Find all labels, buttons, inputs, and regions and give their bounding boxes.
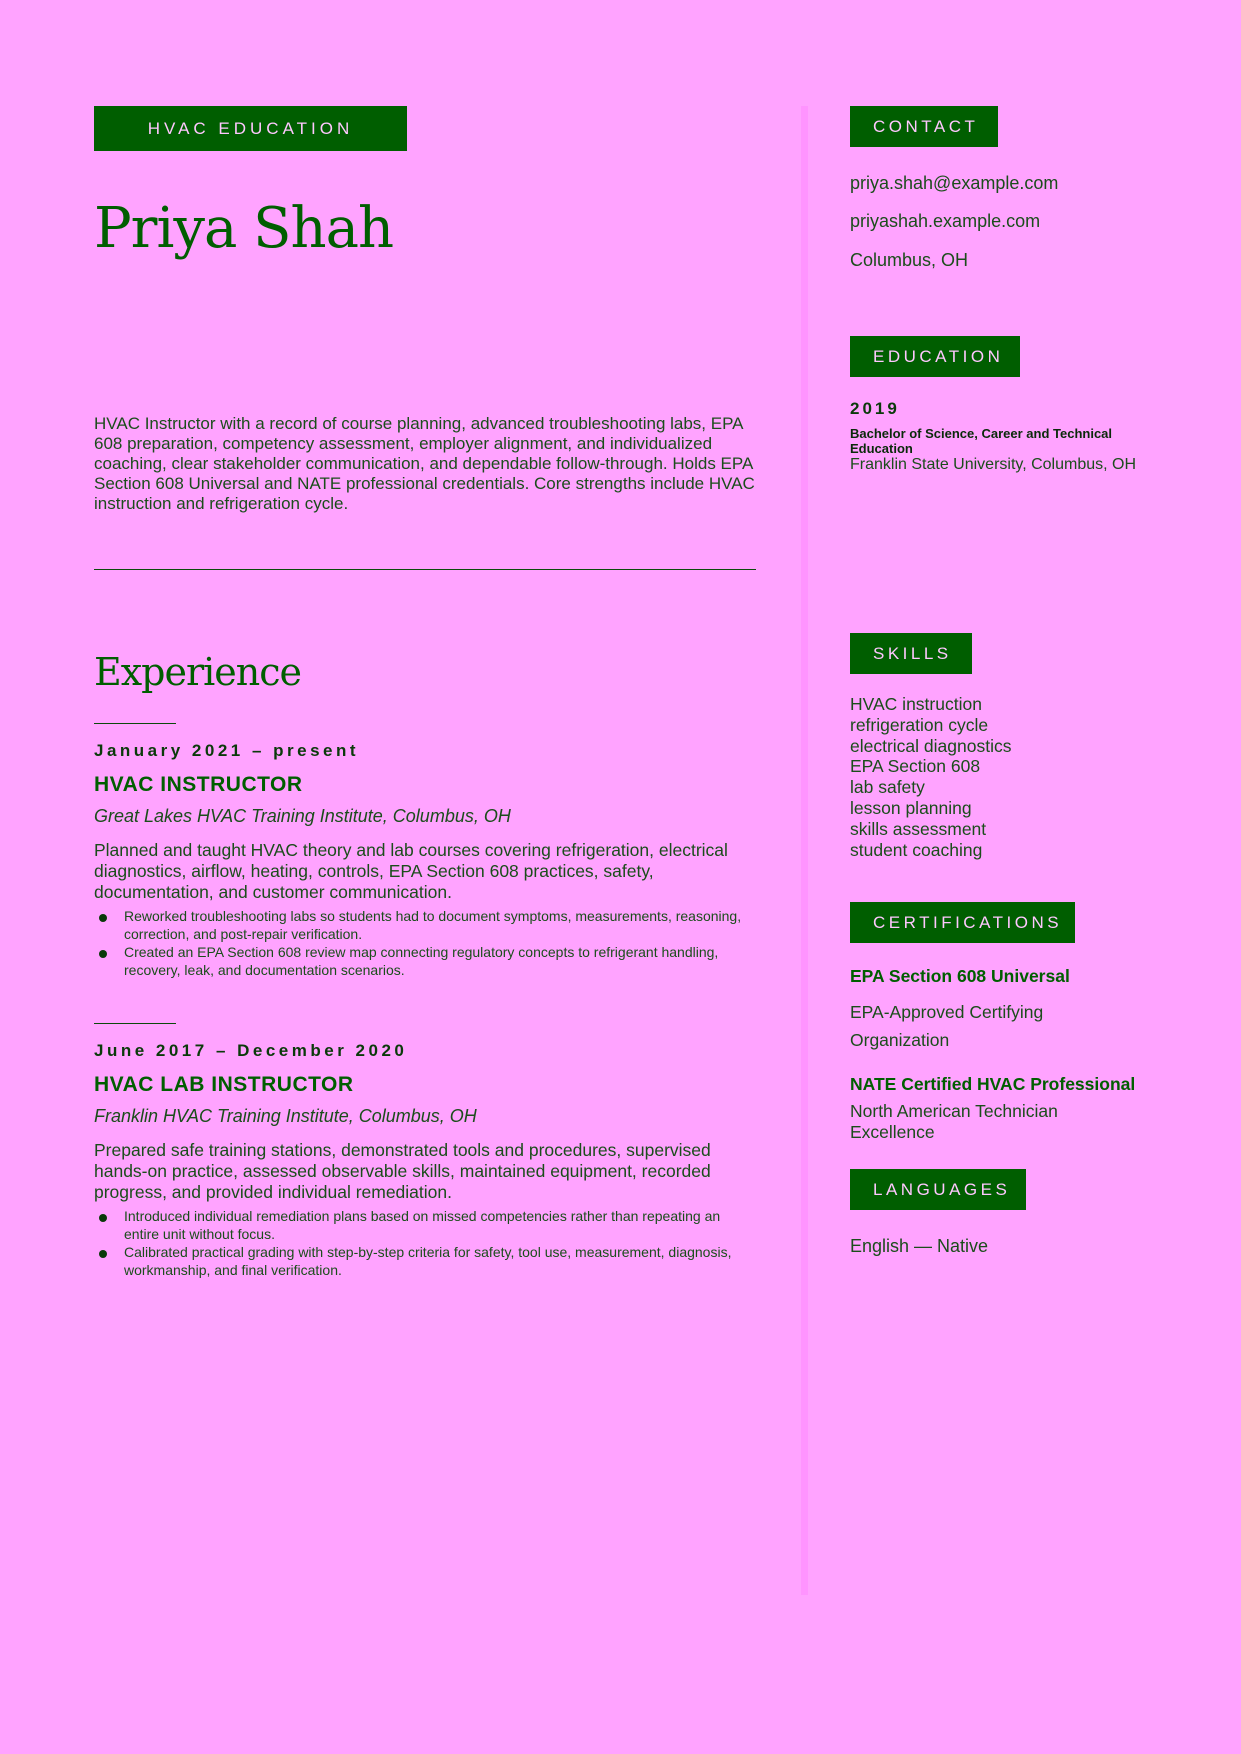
job-entry: [94, 1023, 756, 1280]
profile-summary: HVAC Instructor with a record of course planning, advanced troubleshooting labs, EPA 608 preparation, competency assessment, employer alignment, and individualized coaching, clear stakeholder communication, and dependable follow-through. Holds EPA Section 608 Universal and NATE professional credentials. Core strengths include HVAC instruction and refrigeration cycle.: [94, 414, 755, 513]
list-item: HVAC instruction: [850, 694, 982, 714]
list-item: skills assessment: [850, 818, 987, 839]
job-role: HVAC INSTRUCTOR: [94, 773, 303, 796]
contact-heading: CONTACT: [850, 106, 998, 147]
list-item: lab safety: [850, 777, 925, 798]
bullet-icon: [99, 914, 107, 922]
list-item: [94, 1208, 756, 1243]
headline-badge: HVAC EDUCATION: [94, 106, 407, 151]
list-item: [94, 1244, 756, 1279]
job-rule: [94, 723, 176, 724]
languages-heading: LANGUAGES: [850, 1169, 1026, 1210]
bullet-text: Introduced individual remediation plans based on missed competencies rather than repeating an entire unit without focus.: [124, 1208, 721, 1242]
skills-list: [850, 694, 1011, 860]
job-organization: Great Lakes HVAC Training Institute, Columbus, OH: [94, 806, 511, 826]
job-bullets: [94, 908, 756, 979]
bullet-text: Reworked troubleshooting labs so students had to document symptoms, measurements, reasoning, correction, and post-repair verification.: [124, 908, 742, 942]
job-description: Prepared safe training stations, demonstrated tools and procedures, supervised hands-on practice, assessed observable skills, maintained equipment, recorded progress, and provided individual remediation.: [94, 1140, 711, 1202]
list-item: electrical diagnostics: [850, 735, 1012, 756]
list-item: lesson planning: [850, 797, 972, 818]
list-item: [94, 944, 756, 979]
certification-name: NATE Certified HVAC Professional: [850, 1074, 1136, 1094]
bullet-text: Created an EPA Section 608 review map connecting regulatory concepts to refrigerant handling, recovery, leak, and documentation scenarios.: [124, 944, 719, 978]
bullet-icon: [99, 950, 107, 958]
certifications-heading: CERTIFICATIONS: [850, 902, 1075, 943]
job-description: Planned and taught HVAC theory and lab courses covering refrigeration, electrical diagnostics, airflow, heating, controls, EPA Section 608 practices, safety, documentation, and customer communication.: [94, 840, 728, 902]
education-heading: EDUCATION: [850, 336, 1020, 377]
education-school: Franklin State University, Columbus, OH: [850, 456, 1137, 473]
list-item: [94, 908, 756, 943]
job-dates: January 2021 – present: [94, 741, 360, 760]
section-divider: [94, 569, 756, 570]
job-role: HVAC LAB INSTRUCTOR: [94, 1073, 354, 1096]
website-link[interactable]: priyashah.example.com: [850, 211, 1041, 231]
language-item: English — Native: [850, 1236, 989, 1256]
certification-issuer: EPA-Approved Certifying Organization: [850, 1002, 1044, 1050]
education-degree: Bachelor of Science, Career and Technical Education: [850, 426, 1113, 456]
certification-name: EPA Section 608 Universal: [850, 966, 1070, 986]
column-divider: [801, 106, 808, 1595]
job-rule: [94, 1023, 176, 1024]
bullet-icon: [99, 1214, 107, 1222]
education-year: 2019: [850, 399, 900, 418]
email-link[interactable]: priya.shah@example.com: [850, 173, 1059, 193]
bullet-icon: [99, 1250, 107, 1258]
list-item: student coaching: [850, 839, 983, 860]
skills-heading: SKILLS: [850, 633, 972, 674]
list-item: EPA Section 608: [850, 756, 981, 777]
location-text: Columbus, OH: [850, 250, 969, 270]
list-item: refrigeration cycle: [850, 714, 989, 735]
job-bullets: [94, 1208, 756, 1279]
job-entry: [94, 723, 756, 980]
job-organization: Franklin HVAC Training Institute, Columbus, OH: [94, 1106, 477, 1126]
experience-heading: Experience: [94, 650, 302, 694]
job-dates: June 2017 – December 2020: [94, 1041, 408, 1060]
certification-issuer: North American Technician Excellence: [850, 1101, 1058, 1142]
candidate-name: Priya Shah: [94, 196, 394, 261]
bullet-text: Calibrated practical grading with step-by-step criteria for safety, tool use, measurement, diagnosis, workmanship, and final verification.: [124, 1244, 732, 1278]
